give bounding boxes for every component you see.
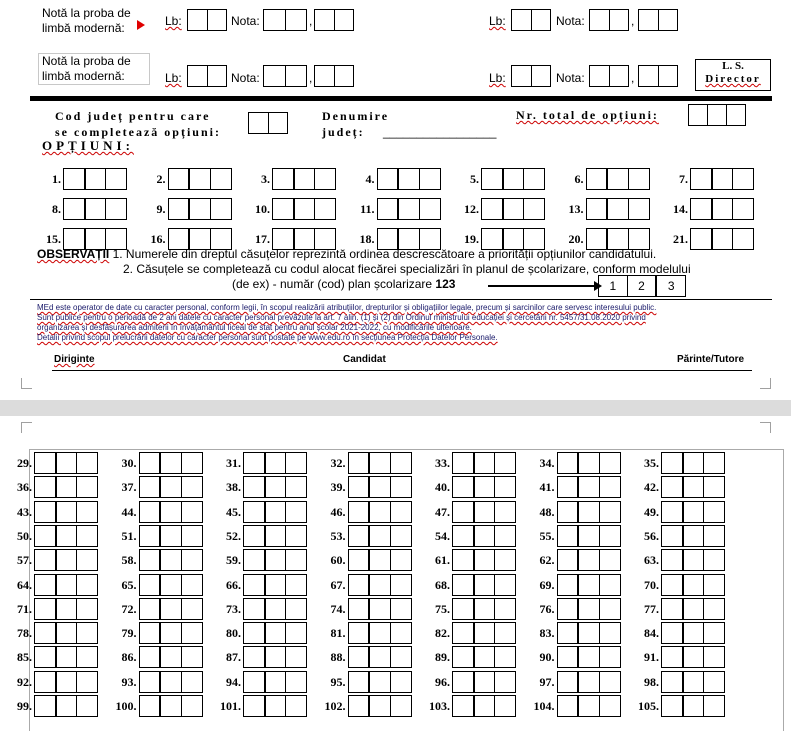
option-code-boxes[interactable]: [690, 168, 754, 190]
option-number: 13.: [568, 202, 584, 216]
option-number: 41.: [539, 480, 555, 495]
option-number: 34.: [539, 456, 555, 470]
option-number: 14.: [673, 202, 688, 216]
parinte-label: Părinte/Tutore: [677, 354, 745, 365]
option-number: 97.: [539, 674, 555, 689]
option-code-boxes[interactable]: [243, 574, 307, 596]
option-code-boxes[interactable]: [243, 549, 307, 571]
option-code-boxes[interactable]: [452, 695, 516, 717]
option-code-boxes[interactable]: [348, 452, 412, 474]
option-code-boxes[interactable]: [557, 452, 621, 474]
option-number: 11.: [360, 202, 375, 216]
option-code-boxes[interactable]: [348, 598, 412, 620]
option-number: 43.: [17, 504, 32, 519]
option-number: 73.: [226, 601, 241, 616]
option-code-boxes[interactable]: [452, 549, 516, 571]
option-number: 37.: [121, 480, 137, 495]
option-code-boxes[interactable]: [481, 168, 545, 190]
option-number: 99.: [17, 699, 32, 713]
option-code-boxes[interactable]: [139, 598, 203, 620]
option-code-boxes[interactable]: [348, 671, 412, 693]
option-code-boxes[interactable]: [272, 168, 336, 190]
comma: ,: [631, 71, 635, 85]
option-code-boxes[interactable]: [661, 525, 725, 547]
option-code-boxes[interactable]: [34, 525, 98, 547]
option-number: 1.: [52, 172, 61, 186]
lb-label-1a: Lb:: [165, 14, 182, 28]
page-gap: [0, 400, 791, 416]
option-number: 58.: [121, 553, 137, 568]
option-code-boxes[interactable]: [243, 598, 307, 620]
option-code-boxes[interactable]: [139, 501, 203, 523]
option-number: 49.: [644, 504, 659, 519]
option-code-boxes[interactable]: [243, 671, 307, 693]
option-code-boxes[interactable]: [452, 501, 516, 523]
option-code-boxes[interactable]: [34, 671, 98, 693]
option-code-boxes[interactable]: [34, 476, 98, 498]
option-code-boxes[interactable]: [139, 549, 203, 571]
option-code-boxes[interactable]: [481, 198, 545, 220]
signatures-row: [52, 352, 752, 371]
lb-label-1b: Lb:: [489, 14, 506, 28]
lb-boxes-1b[interactable]: [511, 9, 551, 31]
option-number: 103.: [429, 699, 450, 713]
option-number: 81.: [330, 626, 346, 641]
optiuni-title: OPȚIUNI:: [42, 138, 134, 153]
option-code-boxes[interactable]: [586, 198, 650, 220]
option-code-boxes[interactable]: [661, 549, 725, 571]
comma: ,: [309, 14, 313, 28]
option-code-boxes[interactable]: [34, 574, 98, 596]
thin-divider: [30, 299, 772, 300]
option-code-boxes[interactable]: [34, 598, 98, 620]
judet-blank[interactable]: _________________: [383, 125, 497, 139]
option-number: 45.: [226, 504, 241, 519]
option-number: 39.: [330, 480, 346, 495]
option-number: 47.: [435, 504, 450, 519]
option-code-boxes[interactable]: [139, 574, 203, 596]
option-number: 65.: [121, 577, 137, 592]
option-number: 53.: [330, 528, 346, 543]
option-code-boxes[interactable]: [139, 452, 203, 474]
denumire-label: [322, 108, 389, 140]
nota-label-1a: Nota:: [231, 14, 260, 28]
option-number: 2.: [156, 172, 166, 186]
page-corner-mark: [760, 378, 771, 389]
option-code-boxes[interactable]: [452, 671, 516, 693]
example-code: 123: [435, 277, 456, 291]
option-number: 52.: [226, 528, 241, 543]
option-code-boxes[interactable]: [557, 501, 621, 523]
option-code-boxes[interactable]: [452, 476, 516, 498]
option-code-boxes[interactable]: [452, 452, 516, 474]
option-code-boxes[interactable]: [348, 525, 412, 547]
option-code-boxes[interactable]: [34, 549, 98, 571]
option-code-boxes[interactable]: [661, 646, 725, 668]
option-number: 3.: [261, 172, 270, 186]
option-code-boxes[interactable]: [452, 574, 516, 596]
option-number: 93.: [121, 674, 137, 689]
option-number: 57.: [17, 553, 32, 568]
option-number: 21.: [673, 232, 688, 246]
option-code-boxes[interactable]: [348, 646, 412, 668]
option-number: 12.: [464, 202, 479, 216]
nota-boxes-2a-int[interactable]: [263, 65, 307, 87]
lb-label-2a: Lb:: [165, 71, 182, 85]
option-code-boxes[interactable]: [557, 695, 621, 717]
option-number: 78.: [17, 626, 32, 641]
page-corner-mark: [21, 378, 32, 389]
ls-label: L. S.: [722, 60, 744, 72]
option-code-boxes[interactable]: [377, 198, 441, 220]
option-number: 15.: [46, 232, 61, 246]
option-number: 80.: [226, 626, 241, 641]
option-code-boxes[interactable]: [557, 525, 621, 547]
disclaimer-line3: organizarea și desfășurarea admiterii în învățământul liceal de stat pentru anul școlar 2021-2022, cu modificările ulterioare.: [37, 323, 472, 332]
lb-boxes-2b[interactable]: [511, 65, 551, 87]
option-number: 10.: [255, 202, 270, 216]
option-code-boxes[interactable]: [243, 695, 307, 717]
option-number: 20.: [568, 232, 584, 246]
option-number: 4.: [365, 172, 375, 186]
option-number: 71.: [17, 601, 32, 616]
option-code-boxes[interactable]: [661, 671, 725, 693]
option-number: 70.: [644, 577, 659, 592]
disclaimer-line1: MEd este operator de date cu caracter personal, conform legii, în scopul realizării atribuțiilor, drepturilor și obligațiilor legale, precum și sarcinilor care servesc interesului public.: [37, 303, 657, 312]
option-number: 84.: [644, 626, 659, 641]
option-code-boxes[interactable]: [661, 476, 725, 498]
option-number: 19.: [464, 232, 479, 246]
option-number: 42.: [644, 480, 659, 495]
option-number: 17.: [255, 232, 270, 246]
option-code-boxes[interactable]: [690, 228, 754, 250]
nota-label-2a: Nota:: [231, 71, 260, 85]
option-code-boxes[interactable]: [348, 476, 412, 498]
option-code-boxes[interactable]: [690, 198, 754, 220]
option-code-boxes[interactable]: [63, 168, 127, 190]
option-number: 56.: [644, 528, 659, 543]
option-code-boxes[interactable]: [34, 622, 98, 644]
option-number: 54.: [435, 528, 450, 543]
option-code-boxes[interactable]: [348, 622, 412, 644]
option-number: 76.: [539, 601, 555, 616]
option-number: 95.: [330, 674, 346, 689]
option-number: 38.: [226, 480, 241, 495]
option-code-boxes[interactable]: [272, 198, 336, 220]
option-number: 104.: [533, 699, 555, 713]
option-number: 36.: [17, 480, 32, 495]
option-code-boxes[interactable]: [557, 549, 621, 571]
observatii-text3: (de ex) - număr (cod) plan școlarizare: [232, 277, 433, 291]
note-label-1: Notă la proba de limbă modernă:: [42, 6, 131, 35]
observatii-line3: [232, 277, 455, 291]
option-code-boxes[interactable]: [452, 525, 516, 547]
candidat-label: Candidat: [343, 354, 386, 365]
nota-boxes-2a-dec[interactable]: [314, 65, 354, 87]
option-code-boxes[interactable]: [557, 574, 621, 596]
nota-label-2b: Nota:: [556, 71, 585, 85]
option-number: 29.: [17, 456, 32, 470]
option-number: 32.: [330, 456, 346, 470]
option-code-boxes[interactable]: [348, 501, 412, 523]
note-label-2: Notă la proba de limbă modernă:: [42, 54, 131, 83]
option-number: 55.: [539, 528, 555, 543]
option-code-boxes[interactable]: [243, 622, 307, 644]
option-number: 68.: [435, 577, 450, 592]
observatii-text1: 1. Numerele din dreptul căsuțelor reprezintă ordinea descrescătoare a priorității opțiunilor candidatului.: [112, 247, 657, 261]
option-code-boxes[interactable]: [348, 574, 412, 596]
nota-boxes-1a-int[interactable]: [263, 9, 307, 31]
red-arrow-icon: [137, 20, 145, 30]
option-number: 5.: [470, 172, 479, 186]
option-code-boxes[interactable]: [452, 646, 516, 668]
option-number: 16.: [150, 232, 166, 246]
option-code-boxes[interactable]: [139, 525, 203, 547]
option-number: 91.: [644, 650, 659, 665]
option-code-boxes[interactable]: [557, 671, 621, 693]
option-number: 105.: [638, 699, 659, 713]
option-number: 85.: [17, 650, 32, 665]
option-code-boxes[interactable]: [348, 549, 412, 571]
nota-boxes-2b-int[interactable]: [589, 65, 629, 87]
option-code-boxes[interactable]: [661, 574, 725, 596]
option-number: 9.: [156, 202, 166, 216]
disclaimer: [37, 303, 777, 343]
option-code-boxes[interactable]: [243, 646, 307, 668]
option-number: 100.: [115, 699, 137, 713]
option-code-boxes[interactable]: [139, 476, 203, 498]
option-code-boxes[interactable]: [34, 501, 98, 523]
option-number: 87.: [226, 650, 241, 665]
option-number: 75.: [435, 601, 450, 616]
nota-boxes-1b-dec[interactable]: [638, 9, 678, 31]
option-number: 61.: [435, 553, 450, 568]
option-number: 63.: [644, 553, 659, 568]
option-code-boxes[interactable]: [243, 501, 307, 523]
option-number: 50.: [17, 528, 32, 543]
disclaimer-line4: Detalii privind scopul prelucrării datelor cu caracter personal sunt postate pe www.edu.ro în secțiunea Protecția Datelor Personale.: [37, 333, 498, 342]
option-code-boxes[interactable]: [557, 622, 621, 644]
comma: ,: [309, 71, 313, 85]
option-number: 86.: [121, 650, 137, 665]
director-label: Director: [705, 73, 761, 85]
example-digit-2: 2: [628, 276, 658, 296]
option-number: 98.: [644, 674, 659, 689]
nota-boxes-2b-dec[interactable]: [638, 65, 678, 87]
option-number: 83.: [539, 626, 555, 641]
option-number: 79.: [121, 626, 137, 641]
nota-boxes-1b-int[interactable]: [589, 9, 629, 31]
option-number: 44.: [121, 504, 137, 519]
option-code-boxes[interactable]: [34, 695, 98, 717]
option-code-boxes[interactable]: [243, 525, 307, 547]
option-number: 88.: [330, 650, 346, 665]
nr-total-label: Nr. total de opțiuni:: [516, 108, 659, 122]
option-code-boxes[interactable]: [139, 671, 203, 693]
option-code-boxes[interactable]: [168, 198, 232, 220]
option-number: 8.: [52, 202, 61, 216]
option-code-boxes[interactable]: [243, 476, 307, 498]
nota-boxes-1a-dec[interactable]: [314, 9, 354, 31]
page-2: [0, 416, 791, 730]
option-code-boxes[interactable]: [243, 452, 307, 474]
option-code-boxes[interactable]: [557, 598, 621, 620]
section-divider: [30, 96, 772, 101]
option-code-boxes[interactable]: [168, 168, 232, 190]
option-number: 67.: [330, 577, 346, 592]
option-number: 35.: [644, 456, 659, 470]
option-number: 48.: [539, 504, 555, 519]
option-number: 7.: [679, 172, 688, 186]
option-code-boxes[interactable]: [139, 695, 203, 717]
option-number: 51.: [121, 528, 137, 543]
cod-judet-line2: se completează opțiuni:: [55, 125, 221, 139]
lb-boxes-1a[interactable]: [187, 9, 227, 31]
example-digit-1: 1: [599, 276, 628, 296]
option-number: 40.: [435, 480, 450, 495]
observatii-title: OBSERVAȚII: [37, 247, 110, 261]
option-number: 77.: [644, 601, 659, 616]
nota-label-1b: Nota:: [556, 14, 585, 28]
option-code-boxes[interactable]: [661, 598, 725, 620]
option-code-boxes[interactable]: [348, 695, 412, 717]
option-number: 72.: [121, 601, 137, 616]
ls-director-box: [695, 59, 771, 91]
lb-boxes-2a[interactable]: [187, 65, 227, 87]
option-number: 59.: [226, 553, 241, 568]
option-number: 101.: [220, 699, 241, 713]
option-number: 18.: [359, 232, 375, 246]
option-number: 62.: [539, 553, 555, 568]
option-number: 60.: [330, 553, 346, 568]
option-number: 33.: [435, 456, 450, 470]
option-number: 46.: [330, 504, 346, 519]
comma: ,: [631, 14, 635, 28]
option-code-boxes[interactable]: [661, 622, 725, 644]
example-digit-3: 3: [667, 279, 675, 293]
option-code-boxes[interactable]: [377, 168, 441, 190]
example-boxes: [598, 275, 686, 297]
option-code-boxes[interactable]: [139, 646, 203, 668]
lb-label-2b: Lb:: [489, 71, 506, 85]
option-number: 96.: [435, 674, 450, 689]
diriginte-label: Diriginte: [54, 354, 95, 365]
cod-judet-boxes[interactable]: [248, 112, 288, 134]
option-number: 94.: [226, 674, 241, 689]
option-number: 102.: [324, 699, 346, 713]
option-number: 69.: [539, 577, 555, 592]
page-corner-mark: [21, 422, 32, 433]
arrow-line: [488, 285, 594, 287]
cod-judet-label: [55, 108, 221, 140]
option-number: 74.: [330, 601, 346, 616]
disclaimer-line2: Sunt publice pentru o perioadă de 2 ani datele cu caracter personal prevăzute la art. 7 alin. (1) și (2) din Ordinul ministrului educației și cercetării nr. 5457/31.08.2020 privind: [37, 313, 646, 322]
cod-judet-line1: Cod județ pentru care: [55, 109, 211, 123]
option-number: 90.: [539, 650, 555, 665]
option-code-boxes[interactable]: [139, 622, 203, 644]
option-code-boxes[interactable]: [661, 695, 725, 717]
option-code-boxes[interactable]: [34, 646, 98, 668]
option-number: 66.: [226, 577, 241, 592]
option-code-boxes[interactable]: [452, 622, 516, 644]
option-number: 30.: [121, 456, 137, 470]
option-code-boxes[interactable]: [557, 476, 621, 498]
denumire-line1: Denumire: [322, 109, 390, 123]
option-code-boxes[interactable]: [661, 452, 725, 474]
judet-label: județ:: [322, 125, 365, 139]
nr-total-boxes[interactable]: [688, 104, 746, 126]
option-number: 89.: [435, 650, 450, 665]
option-code-boxes[interactable]: [452, 598, 516, 620]
option-code-boxes[interactable]: [34, 452, 98, 474]
option-number: 6.: [574, 172, 584, 186]
option-code-boxes[interactable]: [63, 198, 127, 220]
option-number: 92.: [17, 674, 32, 689]
observatii-line1: [37, 247, 656, 261]
option-number: 64.: [17, 577, 32, 592]
page-corner-mark: [760, 422, 771, 433]
option-code-boxes[interactable]: [661, 501, 725, 523]
option-number: 82.: [435, 626, 450, 641]
option-number: 31.: [226, 456, 241, 470]
observatii-line2: 2. Căsuțele se completează cu codul alocat fiecărei specializări în planul de școlarizare, conform modelului: [123, 262, 691, 276]
option-code-boxes[interactable]: [586, 168, 650, 190]
option-code-boxes[interactable]: [557, 646, 621, 668]
